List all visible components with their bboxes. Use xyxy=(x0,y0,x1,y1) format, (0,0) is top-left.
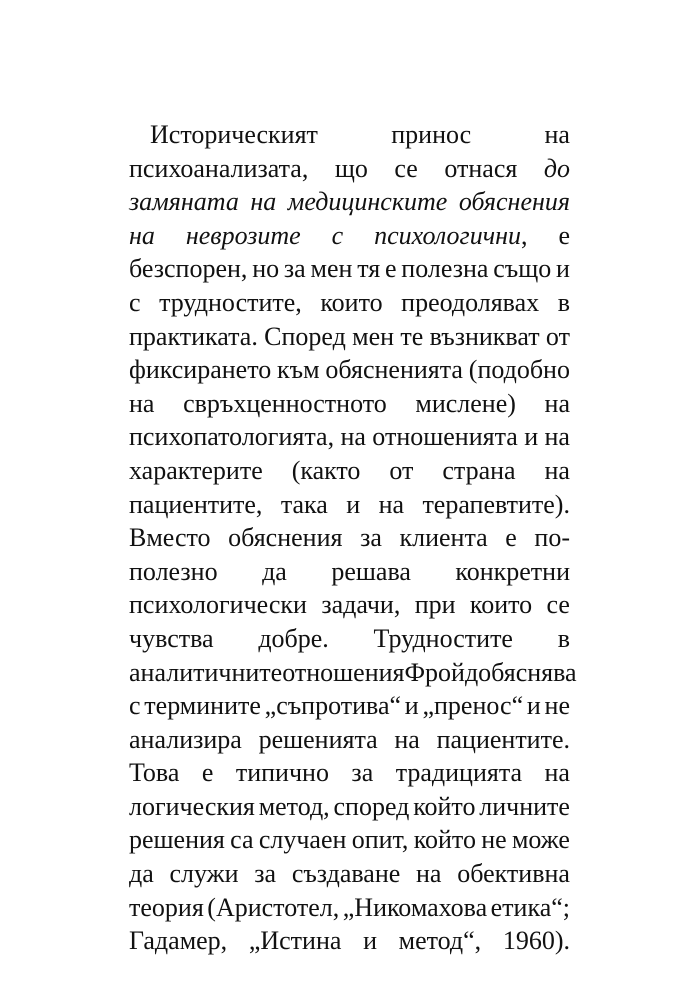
word xyxy=(415,387,516,421)
text-line xyxy=(129,454,570,488)
word-text: логическия xyxy=(129,791,255,821)
word xyxy=(558,622,570,656)
word-text: и xyxy=(363,926,377,956)
word xyxy=(545,454,570,488)
word xyxy=(129,454,263,488)
word-text: служи xyxy=(169,859,239,889)
word xyxy=(512,823,570,857)
word-text: на xyxy=(394,724,420,754)
word-text: не xyxy=(544,691,570,721)
word-text: опит, xyxy=(351,825,409,855)
italic-word: медицинските xyxy=(287,187,448,217)
word-text: тя xyxy=(357,254,381,284)
word-text: що xyxy=(334,153,368,183)
word xyxy=(284,252,306,286)
word-text: традицията xyxy=(395,758,523,788)
word-text: етика“; xyxy=(490,892,570,922)
word-text: решения xyxy=(129,825,225,855)
word-text: от xyxy=(545,321,570,351)
word xyxy=(400,320,423,354)
word xyxy=(416,857,441,891)
text-line xyxy=(129,823,570,857)
word xyxy=(374,622,513,656)
word xyxy=(262,555,287,589)
word-text: да xyxy=(262,556,287,586)
word xyxy=(265,689,401,723)
word-text: Фройд xyxy=(404,657,479,687)
word-text: безспорен, xyxy=(129,254,248,284)
text-line xyxy=(129,689,570,723)
word xyxy=(414,823,476,857)
word xyxy=(259,823,347,857)
word xyxy=(442,454,515,488)
word xyxy=(202,756,214,790)
word-text: е xyxy=(505,523,517,553)
word xyxy=(534,521,570,555)
word-text: мен xyxy=(352,321,395,351)
word xyxy=(372,420,518,454)
word-text: отношенията xyxy=(372,422,518,452)
word-text: клиента xyxy=(399,523,488,553)
word-text: свръхценностното xyxy=(183,388,387,418)
word-text: според xyxy=(333,791,410,821)
word xyxy=(129,891,204,925)
word xyxy=(385,252,397,286)
word xyxy=(335,152,368,186)
word-text: за xyxy=(254,859,277,889)
text-line xyxy=(129,756,570,790)
word-text: „Никомахова xyxy=(342,892,488,922)
word-text: те xyxy=(400,321,424,351)
word xyxy=(422,689,523,723)
word xyxy=(183,387,387,421)
word xyxy=(415,588,456,622)
word xyxy=(228,521,342,555)
word xyxy=(405,689,419,723)
italic-word: до xyxy=(543,153,570,183)
word-text: с xyxy=(129,287,141,317)
word-text: да xyxy=(129,859,154,889)
word xyxy=(230,823,253,857)
word-text: Вместо xyxy=(129,523,211,553)
word xyxy=(437,723,570,757)
word xyxy=(129,857,154,891)
word xyxy=(129,252,247,286)
word-text: фиксирането xyxy=(129,355,272,385)
word-text: на xyxy=(544,388,570,418)
word xyxy=(455,555,570,589)
word xyxy=(311,252,353,286)
word-text: метод“, xyxy=(398,926,482,956)
word-text: задачи, xyxy=(321,590,401,620)
word xyxy=(394,723,419,757)
word xyxy=(129,219,155,253)
word-text: но xyxy=(252,254,280,284)
word-text: по- xyxy=(534,523,570,553)
word xyxy=(558,219,570,253)
word xyxy=(129,924,227,958)
word-text: се xyxy=(394,153,418,183)
word xyxy=(282,656,404,690)
word-text: аналитичните xyxy=(129,657,283,687)
word xyxy=(404,656,478,690)
word-text: психоанализата, xyxy=(129,153,309,183)
word xyxy=(332,219,344,253)
word xyxy=(321,588,400,622)
word-text: може xyxy=(511,825,570,855)
word-text: страна xyxy=(442,455,516,485)
word xyxy=(346,488,360,522)
word-text: на xyxy=(544,758,570,788)
word xyxy=(129,689,141,723)
word xyxy=(503,924,570,958)
italic-word: психологични xyxy=(374,220,521,250)
text-line xyxy=(129,588,570,622)
word xyxy=(391,118,471,152)
word-text: от xyxy=(389,455,414,485)
word-text: Според xyxy=(264,321,346,351)
word xyxy=(252,252,279,286)
text-line xyxy=(129,857,570,891)
word xyxy=(277,353,320,387)
word xyxy=(129,286,141,320)
word xyxy=(444,152,517,186)
word-text: при xyxy=(414,590,456,620)
word-text: Гадамер, xyxy=(129,926,228,956)
word xyxy=(129,622,214,656)
word xyxy=(422,488,570,522)
word xyxy=(129,555,218,589)
word-text: пациентите, xyxy=(129,489,263,519)
word xyxy=(129,723,242,757)
word xyxy=(357,252,380,286)
word xyxy=(292,857,400,891)
word xyxy=(351,756,373,790)
word-text: на xyxy=(544,422,570,452)
word xyxy=(546,320,570,354)
text-line xyxy=(129,656,577,690)
word-text: на xyxy=(340,422,366,452)
word-text: на xyxy=(129,388,155,418)
word-text: личните xyxy=(479,791,570,821)
text-line xyxy=(129,622,570,656)
word-text: обясненията xyxy=(325,355,463,385)
word-text: които xyxy=(469,590,533,620)
word xyxy=(150,118,318,152)
word-text: създаване xyxy=(291,859,401,889)
word xyxy=(170,857,239,891)
word xyxy=(470,588,532,622)
word-text: и xyxy=(556,254,570,284)
word xyxy=(259,790,330,824)
word xyxy=(396,756,522,790)
word-text: които xyxy=(320,287,383,317)
text-line xyxy=(129,353,570,387)
word xyxy=(430,320,540,354)
word xyxy=(389,454,413,488)
word-text: , xyxy=(521,220,528,250)
word xyxy=(129,320,258,354)
word xyxy=(144,689,261,723)
word xyxy=(558,286,570,320)
text-line xyxy=(129,118,570,152)
word xyxy=(320,286,382,320)
word xyxy=(545,689,570,723)
word-text: „съпротива“ xyxy=(264,691,402,721)
word-text: Историческият xyxy=(150,120,318,149)
text-line xyxy=(129,286,570,320)
word-text: мислене) xyxy=(415,388,516,418)
word-text: мен xyxy=(310,254,353,284)
word xyxy=(399,924,482,958)
word-text: принос xyxy=(391,120,472,149)
word-text: „пренос“ xyxy=(422,691,524,721)
word xyxy=(281,488,328,522)
word-text: обективна xyxy=(457,859,570,889)
word xyxy=(259,723,378,757)
word-text: обяснения xyxy=(228,523,343,553)
word-text: възникват xyxy=(429,321,540,351)
word-text: трудностите, xyxy=(159,287,302,317)
word xyxy=(478,656,576,690)
word xyxy=(545,756,570,790)
word-text: случаен xyxy=(258,825,347,855)
text-line xyxy=(129,521,570,555)
word xyxy=(401,286,539,320)
word-text: и xyxy=(526,691,541,721)
word-text: така xyxy=(280,489,328,519)
body-paragraph xyxy=(129,118,577,958)
word xyxy=(129,588,307,622)
word-text: към xyxy=(277,355,320,385)
word xyxy=(129,823,225,857)
word-text: с xyxy=(129,691,141,721)
word xyxy=(340,420,365,454)
word xyxy=(331,555,411,589)
word-text: отнася xyxy=(444,153,518,183)
word-text: е xyxy=(201,758,214,788)
word-text: анализира xyxy=(129,724,242,754)
word-text: решава xyxy=(331,556,411,586)
text-line xyxy=(129,219,570,253)
word xyxy=(401,252,488,286)
text-line xyxy=(129,152,570,186)
word xyxy=(288,185,448,219)
word-text: (подобно xyxy=(468,355,570,385)
word-text: Трудностите xyxy=(373,623,513,653)
word-text: добре. xyxy=(258,623,329,653)
word xyxy=(527,689,541,723)
word xyxy=(556,252,570,286)
word xyxy=(360,521,382,555)
word-text: психологически xyxy=(129,590,307,620)
word xyxy=(129,790,255,824)
word-text: който xyxy=(413,825,476,855)
word-text: отношения xyxy=(282,657,405,687)
text-line xyxy=(129,555,570,589)
text-line xyxy=(129,252,570,286)
word xyxy=(491,891,570,925)
word xyxy=(505,521,517,555)
word xyxy=(254,857,276,891)
word-text: на xyxy=(378,489,405,519)
word-text: теория xyxy=(129,892,204,922)
word-text: за xyxy=(351,758,374,788)
word xyxy=(363,924,377,958)
word xyxy=(249,924,342,958)
word-text: чувства xyxy=(129,623,214,653)
word xyxy=(479,790,570,824)
word xyxy=(129,185,239,219)
word xyxy=(481,823,506,857)
text-line xyxy=(129,488,570,522)
word-text: (както xyxy=(291,455,361,485)
word-text: Това xyxy=(129,758,180,788)
word-text: са xyxy=(230,825,254,855)
word xyxy=(545,118,570,152)
word-text: на xyxy=(544,120,570,149)
italic-word: с xyxy=(331,220,344,250)
word-text: конкретни xyxy=(455,556,570,586)
word-text: на xyxy=(416,859,442,889)
word-text: обяснява xyxy=(478,657,577,687)
word-text: и xyxy=(524,422,539,452)
word-text: за xyxy=(360,523,382,553)
text-line xyxy=(129,790,570,824)
word xyxy=(264,320,346,354)
word xyxy=(544,420,569,454)
word xyxy=(379,488,404,522)
word-text: решенията xyxy=(258,724,378,754)
text-line xyxy=(129,185,570,219)
word xyxy=(374,219,527,253)
word xyxy=(459,185,570,219)
word xyxy=(258,622,329,656)
word xyxy=(292,454,361,488)
text-line xyxy=(129,320,570,354)
word xyxy=(129,152,308,186)
word-text: термините xyxy=(144,691,261,721)
word-text: на xyxy=(544,455,570,485)
word xyxy=(186,219,301,253)
word-text: „Истина xyxy=(248,926,342,956)
word xyxy=(325,353,463,387)
word-text: метод, xyxy=(258,791,330,821)
word xyxy=(545,387,570,421)
italic-word: на xyxy=(129,220,155,250)
word-text: се xyxy=(546,590,570,620)
word-text: полезно xyxy=(129,556,218,586)
word-text: не xyxy=(481,825,507,855)
word xyxy=(334,790,410,824)
word xyxy=(129,756,179,790)
word-text: терапевтите). xyxy=(422,489,570,519)
word xyxy=(469,353,570,387)
word-text: за xyxy=(283,254,306,284)
word xyxy=(343,891,487,925)
word xyxy=(493,252,551,286)
word-text: е xyxy=(558,220,570,250)
text-line xyxy=(129,891,570,925)
word xyxy=(394,152,417,186)
word xyxy=(129,353,271,387)
word xyxy=(547,588,570,622)
word xyxy=(413,790,475,824)
text-line xyxy=(129,723,570,757)
text-line xyxy=(129,387,570,421)
word-text: полезна xyxy=(401,254,489,284)
word xyxy=(129,420,334,454)
italic-word: на xyxy=(250,187,277,217)
word xyxy=(524,420,538,454)
italic-word: неврозите xyxy=(185,220,301,250)
word-text: в xyxy=(557,623,570,653)
word xyxy=(544,152,570,186)
word-text: типично xyxy=(235,758,329,788)
text-line xyxy=(129,924,570,958)
word-text: пациентите. xyxy=(436,724,570,754)
word xyxy=(352,823,409,857)
word-text: е xyxy=(384,254,397,284)
word-text: и xyxy=(346,489,361,519)
word xyxy=(129,387,154,421)
word-text: 1960). xyxy=(502,926,570,956)
word xyxy=(129,521,211,555)
word-text: преодолявах xyxy=(401,287,540,317)
word-text: (Аристотел, xyxy=(207,892,340,922)
word-text: също xyxy=(493,254,552,284)
word xyxy=(159,286,302,320)
word xyxy=(399,521,487,555)
word xyxy=(352,320,394,354)
word xyxy=(236,756,329,790)
italic-word: обяснения xyxy=(458,187,570,217)
word-text: който xyxy=(413,791,476,821)
word xyxy=(250,185,276,219)
word xyxy=(129,488,262,522)
text-line xyxy=(129,420,570,454)
word xyxy=(457,857,570,891)
word-text: характерите xyxy=(129,455,263,485)
word-text: и xyxy=(404,691,419,721)
word-text: практиката. xyxy=(129,321,258,351)
word-text: в xyxy=(557,287,570,317)
word xyxy=(129,656,282,690)
word-text: психопатологията, xyxy=(129,422,335,452)
italic-word: замяната xyxy=(129,187,239,217)
word xyxy=(207,891,339,925)
